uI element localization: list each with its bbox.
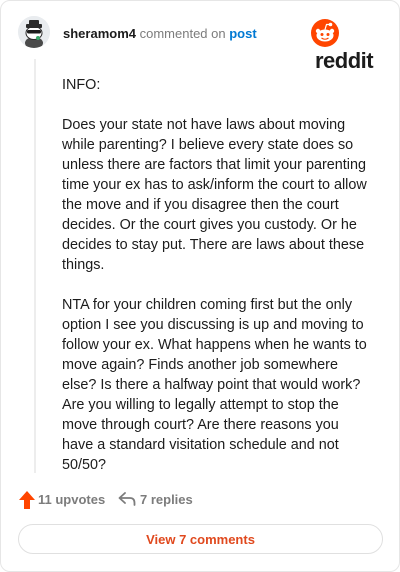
upvote-button[interactable] [19,490,109,510]
comment-paragraph: Does your state not have laws about moving while parenting? I believe every state does so unless there are factors that limit your parenting time your ex has to ask/inform the court to allow the move and if you disagree then the court decides. Or the court gives you custody. Or he decides to stay put. There are laws about these things. [62,117,367,273]
snoo-avatar-icon [18,16,50,48]
reply-button[interactable] [118,490,208,510]
thread-line[interactable] [34,59,36,473]
reply-count: 7 replies [140,492,193,507]
post-link[interactable]: post [229,26,257,41]
comment-body [62,75,372,495]
reddit-logo[interactable] [311,19,399,73]
commented-on-label: commented on [139,26,226,41]
upvote-arrow-icon [19,491,35,509]
avatar[interactable] [18,16,50,48]
reddit-wordmark: reddit [315,48,374,73]
view-comments-button[interactable]: View 7 comments [18,524,383,554]
reddit-logo-icon [311,19,339,47]
comment-paragraph: INFO: [62,77,101,93]
upvote-count: 11 upvotes [38,492,106,507]
comment-header [63,26,257,42]
comment-paragraph: NTA for your children coming first but the only option I see you discussing is up and moving to follow your ex. What happens when he wants to move again? Finds another job somewhere else? Is there a halfway point that would work? Are you willing to legally attempt to stop the move through court? Are there reasons you have a standard visitation schedule and not 50/50? [62,297,367,473]
reply-arrow-icon [118,491,136,507]
username-link[interactable]: sheramom4 [63,26,136,41]
